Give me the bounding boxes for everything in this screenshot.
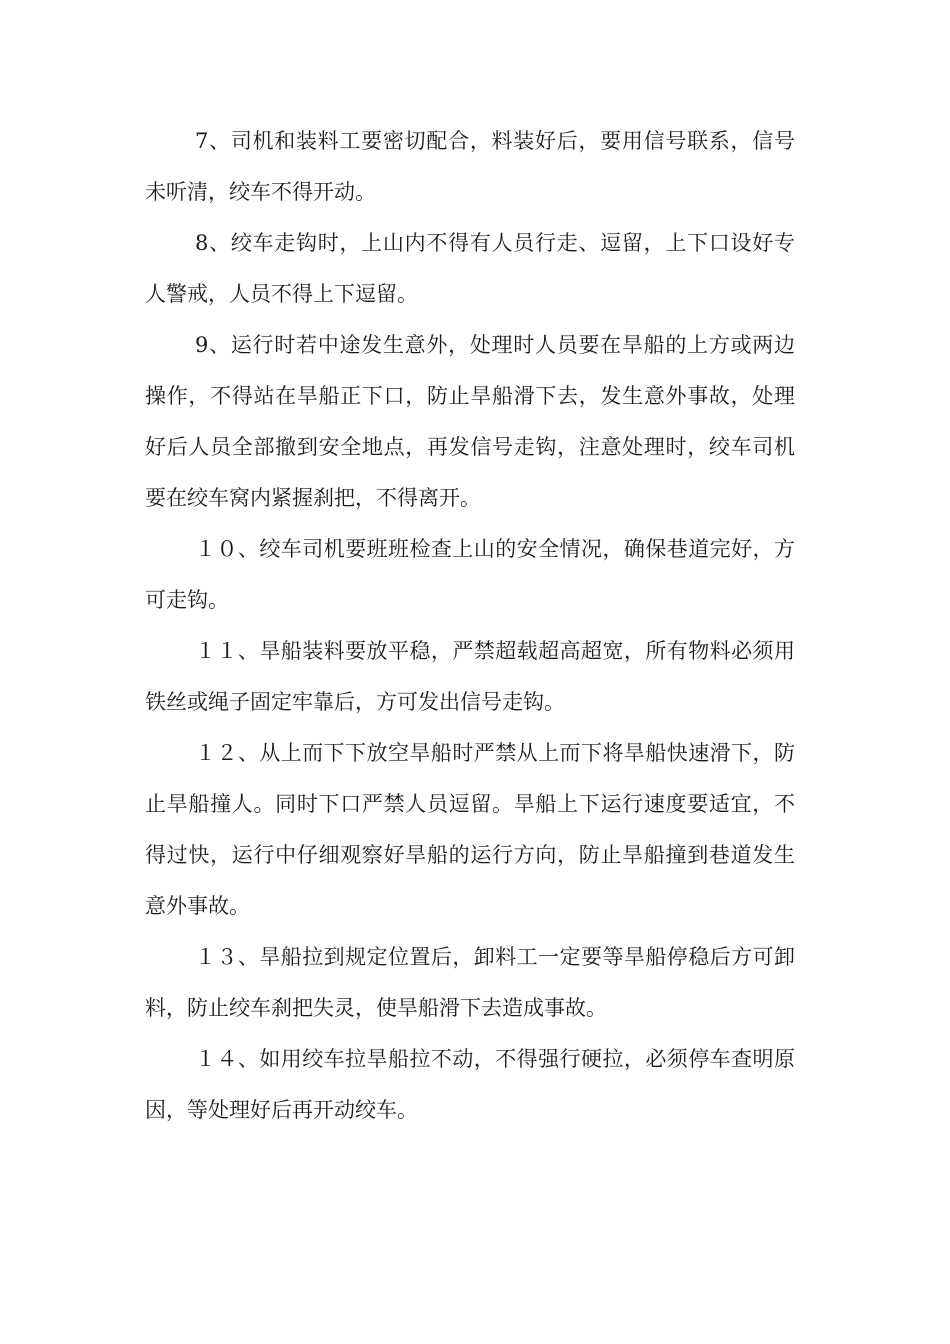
document-body — [145, 116, 795, 1136]
paragraph-10: １０、绞车司机要班班检查上山的安全情况，确保巷道完好，方可走钩。 — [145, 537, 795, 612]
paragraph-9: 9、运行时若中途发生意外，处理时人员要在旱船的上方或两边操作，不得站在旱船正下口，防止旱船滑下去，发生意外事故，处理好后人员全部撤到安全地点，再发信号走钩，注意处理时，绞车司机要在绞车窝内紧握刹把，不得离开。 — [145, 333, 795, 510]
paragraph-8: 8、绞车走钩时，上山内不得有人员行走、逗留，上下口设好专人警戒，人员不得上下逗留。 — [145, 231, 795, 306]
paragraph-12: １２、从上而下下放空旱船时严禁从上而下将旱船快速滑下，防止旱船撞人。同时下口严禁人员逗留。旱船上下运行速度要适宜，不得过快，运行中仔细观察好旱船的运行方向，防止旱船撞到巷道发生意外事故。 — [145, 741, 795, 918]
paragraph-11: １１、旱船装料要放平稳，严禁超载超高超宽，所有物料必须用铁丝或绳子固定牢靠后，方可发出信号走钩。 — [145, 639, 795, 714]
paragraph-13: １３、旱船拉到规定位置后，卸料工一定要等旱船停稳后方可卸料，防止绞车刹把失灵，使旱船滑下去造成事故。 — [145, 945, 795, 1020]
paragraph-14: １４、如用绞车拉旱船拉不动，不得强行硬拉，必须停车查明原因，等处理好后再开动绞车。 — [145, 1047, 795, 1122]
paragraph-7: 7、司机和装料工要密切配合，料装好后，要用信号联系，信号未听清，绞车不得开动。 — [145, 129, 795, 204]
